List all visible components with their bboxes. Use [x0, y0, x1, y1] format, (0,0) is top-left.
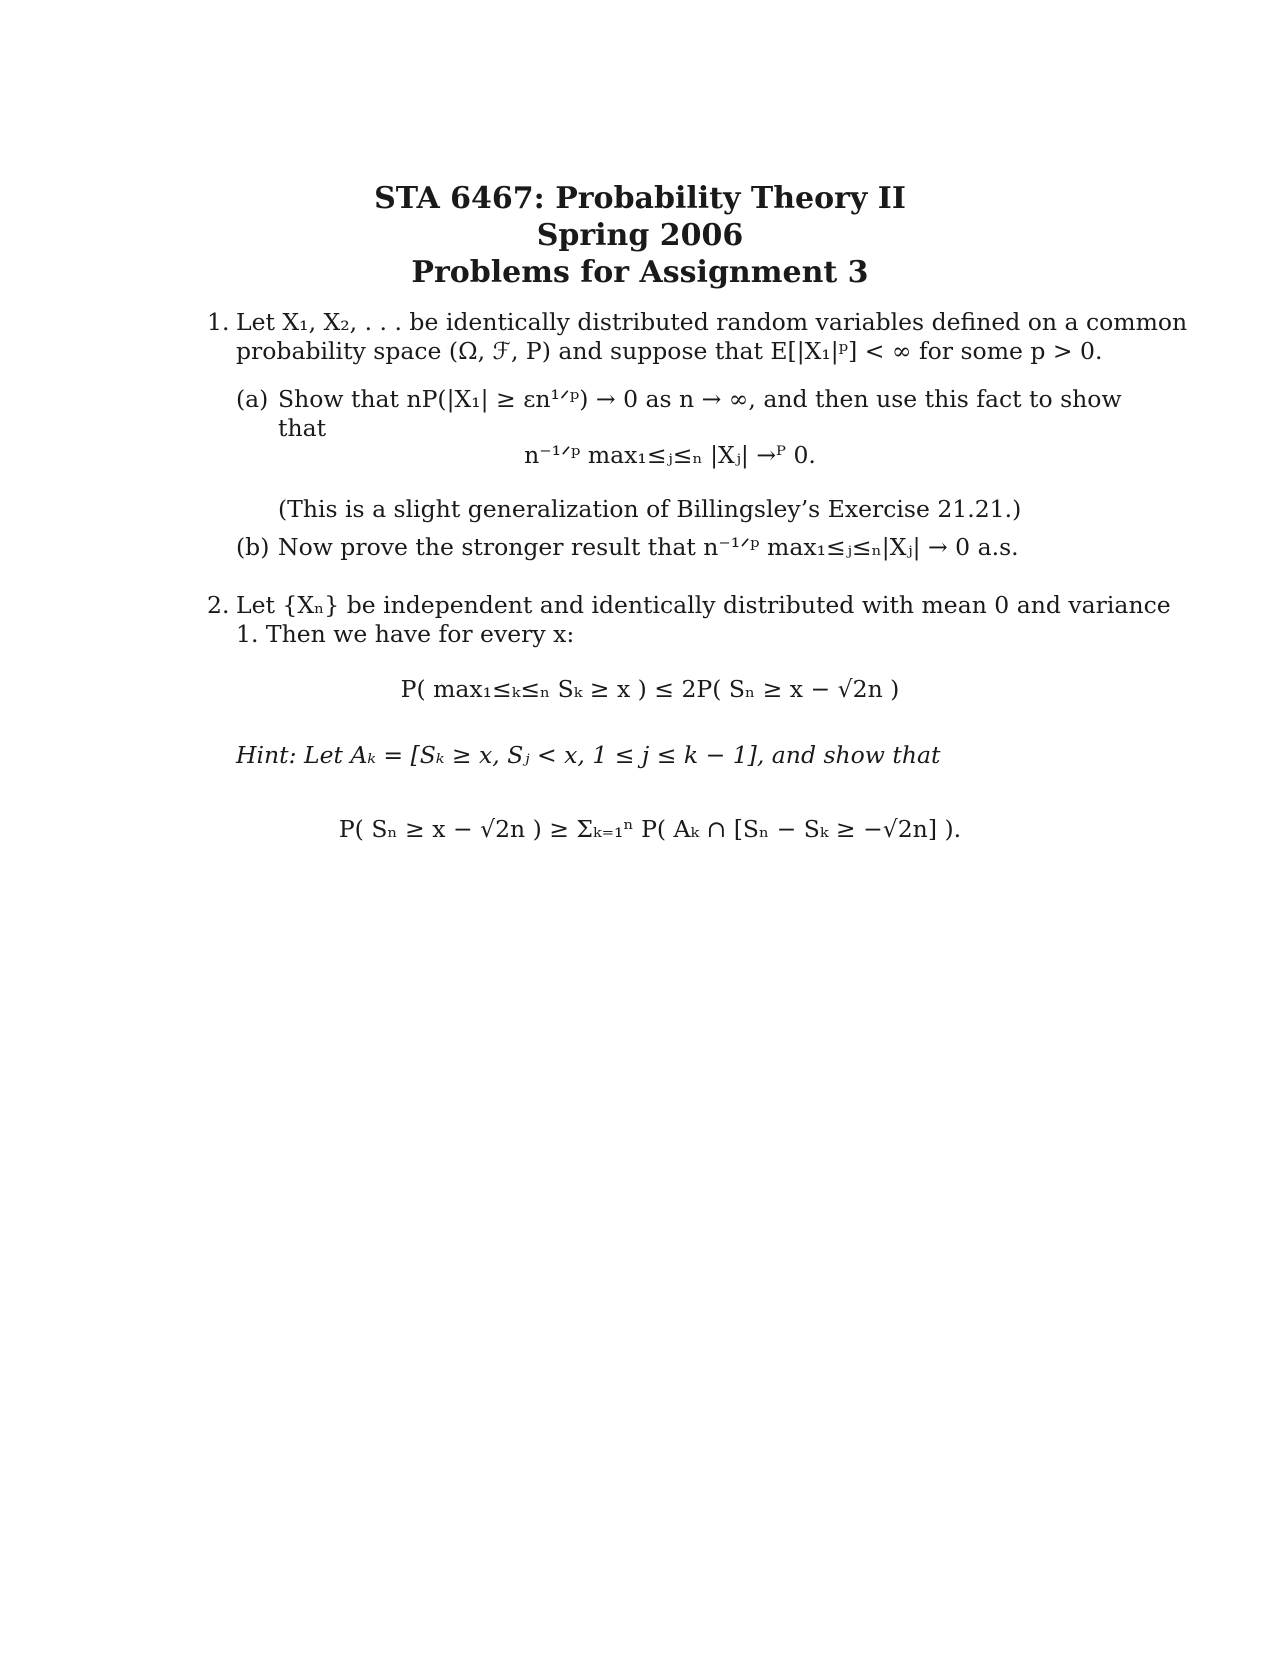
problem-1-line-2: probability space (Ω, ℱ, P) and suppose that E[|X₁|ᵖ] < ∞ for some p > 0.: [236, 337, 1103, 365]
problem-2-line-2: 1. Then we have for every x:: [236, 620, 575, 648]
problem-1-number: 1.: [207, 308, 230, 336]
part-a-note: (This is a slight generalization of Billingsley’s Exercise 21.21.): [278, 495, 1022, 523]
course-title: STA 6467: Probability Theory II: [374, 181, 906, 216]
problem-2-display-inequality: P( max₁≤ₖ≤ₙ Sₖ ≥ x ) ≤ 2P( Sₙ ≥ x − √2n ): [400, 675, 900, 703]
problem-2-hint: Hint: Let Aₖ = [Sₖ ≥ x, Sⱼ < x, 1 ≤ j ≤ k − 1], and show that: [236, 741, 941, 769]
problem-2-hint-display: P( Sₙ ≥ x − √2n ) ≥ Σₖ₌₁ⁿ P( Aₖ ∩ [Sₙ − Sₖ ≥ −√2n] ).: [338, 815, 962, 843]
part-a-label: (a): [236, 385, 269, 413]
problem-2-number: 2.: [207, 591, 230, 619]
part-b-label: (b): [236, 533, 270, 561]
part-b-text: Now prove the stronger result that n⁻¹ᐟᵖ max₁≤ⱼ≤ₙ|Xⱼ| → 0 a.s.: [278, 533, 1019, 561]
part-a-line-2: that: [278, 414, 327, 442]
problem-2-line-1: Let {Xₙ} be independent and identically distributed with mean 0 and variance: [236, 591, 1171, 619]
assignment-title: Problems for Assignment 3: [411, 255, 869, 290]
part-a-display-equation: n⁻¹ᐟᵖ max₁≤ⱼ≤ₙ |Xⱼ| →ᴾ 0.: [524, 441, 816, 469]
part-a-line-1: Show that nP(|X₁| ≥ εn¹ᐟᵖ) → 0 as n → ∞, and then use this fact to show: [278, 385, 1122, 413]
problem-1-line-1: Let X₁, X₂, . . . be identically distributed random variables defined on a common: [236, 308, 1188, 336]
term-title: Spring 2006: [536, 218, 744, 253]
title-block: [0, 180, 1280, 291]
